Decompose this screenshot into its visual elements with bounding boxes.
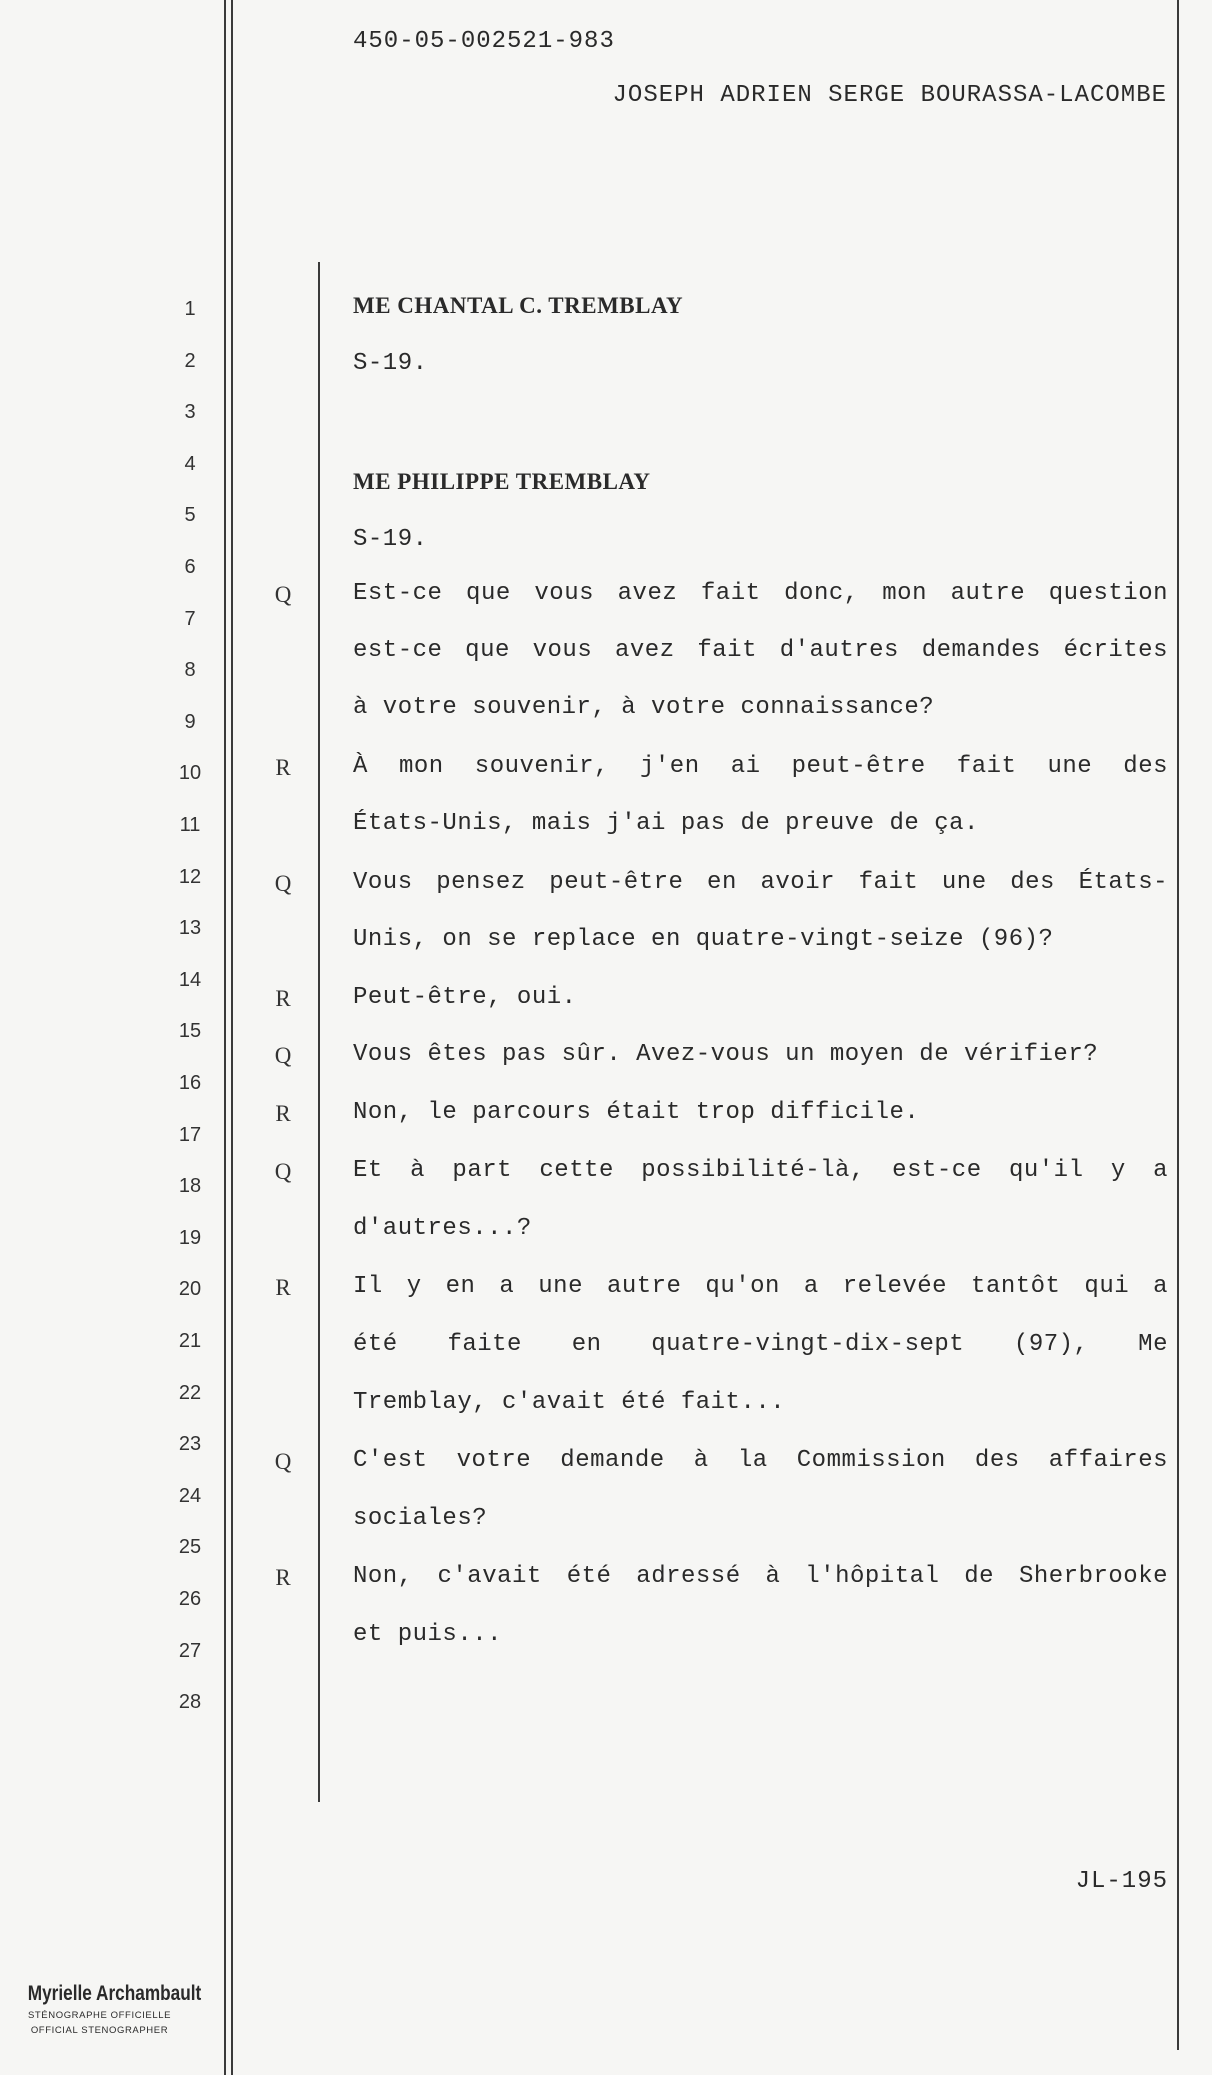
line-number: 3 <box>184 401 196 424</box>
file-number: 450-05-002521-983 <box>353 28 615 55</box>
transcript-line: S-19. <box>353 350 428 377</box>
line-number: 24 <box>178 1484 202 1507</box>
answer-marker: R <box>275 755 291 780</box>
transcript-line: d'autres...? <box>353 1215 532 1242</box>
transcript-line: été faite en quatre-vingt-dix-sept (97), Me <box>353 1331 1168 1358</box>
line-number: 7 <box>184 607 196 630</box>
page-code: JL-195 <box>1075 1868 1168 1895</box>
transcript-line: Est-ce que vous avez fait donc, mon autre question <box>353 580 1168 607</box>
line-number: 21 <box>178 1330 202 1352</box>
line-number: 14 <box>178 968 202 991</box>
transcript-line: Non, c'avait été adressé à l'hôpital de Sherbrooke <box>353 1563 1168 1590</box>
witness-name: JOSEPH ADRIEN SERGE BOURASSA-LACOMBE <box>612 82 1167 109</box>
transcript-line: Peut-être, oui. <box>353 984 577 1011</box>
transcript-line: États-Unis, mais j'ai pas de preuve de ça. <box>353 810 979 837</box>
line-number: 13 <box>178 917 202 940</box>
transcript-line: Vous êtes pas sûr. Avez-vous un moyen de vérifier? <box>353 1041 1099 1068</box>
transcript-line: À mon souvenir, j'en ai peut-être fait une des <box>353 753 1168 780</box>
line-number: 16 <box>178 1072 202 1094</box>
line-number: 15 <box>178 1020 202 1043</box>
answer-marker: R <box>275 1565 291 1590</box>
line-number: 22 <box>178 1381 202 1404</box>
line-number: 23 <box>178 1433 202 1456</box>
margin-rule-left-inner <box>231 0 233 2075</box>
question-marker: Q <box>274 1449 292 1474</box>
answer-marker: R <box>275 986 291 1011</box>
line-number: 11 <box>179 814 201 836</box>
line-number: 17 <box>178 1123 202 1146</box>
transcript-line: et puis... <box>353 1621 503 1648</box>
transcript-line: C'est votre demande à la Commission des affaires <box>353 1447 1168 1474</box>
transcript-line: S-19. <box>353 526 428 553</box>
transcript-line: à votre souvenir, à votre connaissance? <box>353 694 935 721</box>
speaker-name: ME CHANTAL C. TREMBLAY <box>353 293 684 318</box>
transcript-line: Unis, on se replace en quatre-vingt-seize (96)? <box>353 926 1054 953</box>
line-number: 20 <box>178 1278 202 1301</box>
line-number: 12 <box>178 865 202 888</box>
stenographer-title-en: OFFICIAL STENOGRAPHER <box>30 2025 169 2036</box>
transcript-line: Non, le parcours était trop difficile. <box>353 1099 920 1126</box>
stenographer-title-fr: STÉNOGRAPHE OFFICIELLE <box>27 2010 172 2021</box>
question-marker: Q <box>274 1043 292 1068</box>
answer-marker: R <box>275 1101 291 1126</box>
speaker-name: ME PHILIPPE TREMBLAY <box>353 469 651 494</box>
question-marker: Q <box>274 1159 292 1184</box>
transcript-line: sociales? <box>353 1505 488 1532</box>
line-number: 27 <box>178 1639 202 1662</box>
transcript-line: est-ce que vous avez fait d'autres demandes écrites <box>353 637 1168 664</box>
line-number: 2 <box>184 349 196 372</box>
transcript-line: Vous pensez peut-être en avoir fait une des États- <box>353 869 1168 896</box>
line-number: 4 <box>184 452 196 475</box>
transcript-line: Et à part cette possibilité-là, est-ce qu'il y a <box>353 1157 1168 1184</box>
line-number: 25 <box>178 1536 202 1559</box>
line-number: 19 <box>178 1226 202 1249</box>
question-marker: Q <box>274 582 292 607</box>
answer-marker: R <box>275 1275 291 1300</box>
stenographer-name: Myrielle Archambault <box>27 1982 202 2005</box>
transcript-line: Tremblay, c'avait été fait... <box>353 1389 786 1416</box>
line-number: 28 <box>178 1691 202 1714</box>
qa-column-rule <box>318 262 320 1802</box>
question-marker: Q <box>274 871 292 896</box>
transcript-line: Il y en a une autre qu'on a relevée tantôt qui a <box>353 1273 1168 1300</box>
line-number: 8 <box>184 659 196 682</box>
line-number: 1 <box>184 298 196 320</box>
line-number: 5 <box>184 504 196 527</box>
stenographer-stamp <box>12 1982 202 2036</box>
line-number: 18 <box>178 1175 202 1198</box>
line-number: 26 <box>178 1588 202 1610</box>
line-number: 6 <box>184 556 196 578</box>
line-number: 10 <box>178 762 202 785</box>
margin-rule-right <box>1177 0 1179 2050</box>
line-number: 9 <box>184 710 196 733</box>
